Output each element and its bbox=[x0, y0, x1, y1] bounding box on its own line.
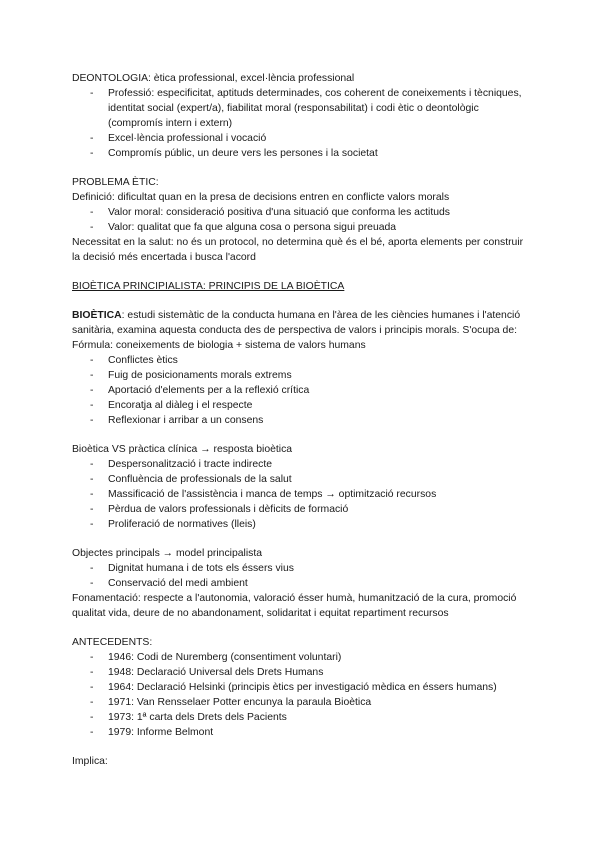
list-item: - 1973: 1ª carta dels Drets dels Pacients bbox=[72, 710, 530, 725]
list-item: - Valor: qualitat que fa que alguna cosa o persona sigui preuada bbox=[72, 220, 530, 235]
list-item: - Conflictes ètics bbox=[72, 353, 530, 368]
list-item: - Conservació del medi ambient bbox=[72, 576, 530, 591]
objectes-list bbox=[72, 561, 530, 591]
list-item: - Reflexionar i arribar a un consens bbox=[72, 413, 530, 428]
list-item: - Proliferació de normatives (lleis) bbox=[72, 517, 530, 532]
bioetica-formula: Fórmula: coneixements de biologia + sistema de valors humans bbox=[72, 340, 366, 351]
vs-list bbox=[72, 457, 530, 532]
document-page bbox=[72, 71, 530, 769]
list-item: - Confluència de professionals de la salut bbox=[72, 472, 530, 487]
bioetica-list bbox=[72, 353, 530, 428]
vs-heading: Bioètica VS pràctica clínica → resposta bioètica bbox=[72, 444, 293, 455]
list-item: - Valor moral: consideració positiva d'una situació que conforma les actituds bbox=[72, 205, 530, 220]
list-item: - Aportació d'elements per a la reflexió crítica bbox=[72, 383, 530, 398]
antecedents-list bbox=[72, 650, 530, 740]
deontologia-heading: DEONTOLOGIA: ètica professional, excel·lència professional bbox=[72, 73, 355, 84]
bioetica-definition-text: : estudi sistemàtic de la conducta humana en l'àrea de les ciències humanes i l'atenció sanitària, examina aquesta conducta des de perspectiva de valors i principis morals. S'ocupa de: bbox=[72, 310, 521, 336]
list-item: - 1948: Declaració Universal dels Drets Humans bbox=[72, 665, 530, 680]
list-item: - 1964: Declaració Helsinki (principis ètics per investigació mèdica en éssers humans) bbox=[72, 680, 530, 695]
list-item: - Excel·lència professional i vocació bbox=[72, 131, 530, 146]
list-item: - 1946: Codi de Nuremberg (consentiment voluntari) bbox=[72, 650, 530, 665]
problema-list bbox=[72, 205, 530, 235]
bioetica-definition bbox=[72, 308, 530, 338]
objectes-heading: Objectes principals → model principalista bbox=[72, 548, 262, 559]
list-item: - Dignitat humana i de tots els éssers vius bbox=[72, 561, 530, 576]
problema-definition: Definició: dificultat quan en la presa de decisions entren en conflicte valors morals bbox=[72, 192, 450, 203]
bioetica-term: BIOÈTICA bbox=[72, 310, 122, 321]
list-item: - Fuig de posicionaments morals extrems bbox=[72, 368, 530, 383]
principialista-heading: BIOÈTICA PRINCIPIALISTA: PRINCIPIS DE LA BIOÈTICA bbox=[72, 281, 345, 292]
list-item: - Pèrdua de valors professionals i dèficits de formació bbox=[72, 502, 530, 517]
list-item: - Professió: especificitat, aptituds determinades, cos coherent de coneixements i tècniques, identitat social (expert/a), fiabilitat moral (responsabilitat) i codi ètic o deontològic (compromís intern i extern) bbox=[72, 86, 530, 131]
list-item: - Compromís públic, un deure vers les persones i la societat bbox=[72, 146, 530, 161]
problema-note: Necessitat en la salut: no és un protocol, no determina què és el bé, aporta elements per construir la decisió més encertada i busca l'acord bbox=[72, 237, 524, 263]
list-item: - Massificació de l'assistència i manca de temps → optimització recursos bbox=[72, 487, 530, 502]
antecedents-heading: ANTECEDENTS: bbox=[72, 637, 153, 648]
list-item: - Despersonalització i tracte indirecte bbox=[72, 457, 530, 472]
list-item: - 1971: Van Rensselaer Potter encunya la paraula Bioètica bbox=[72, 695, 530, 710]
implica-label: Implica: bbox=[72, 756, 108, 767]
fonamentacio: Fonamentació: respecte a l'autonomia, valoració ésser humà, humanització de la cura, promoció qualitat vida, deure de no abandonament, solidaritat i equitat repartiment recursos bbox=[72, 593, 517, 619]
list-item: - 1979: Informe Belmont bbox=[72, 725, 530, 740]
list-item: - Encoratja al diàleg i el respecte bbox=[72, 398, 530, 413]
problema-heading: PROBLEMA ÈTIC: bbox=[72, 177, 159, 188]
deontologia-list bbox=[72, 86, 530, 161]
